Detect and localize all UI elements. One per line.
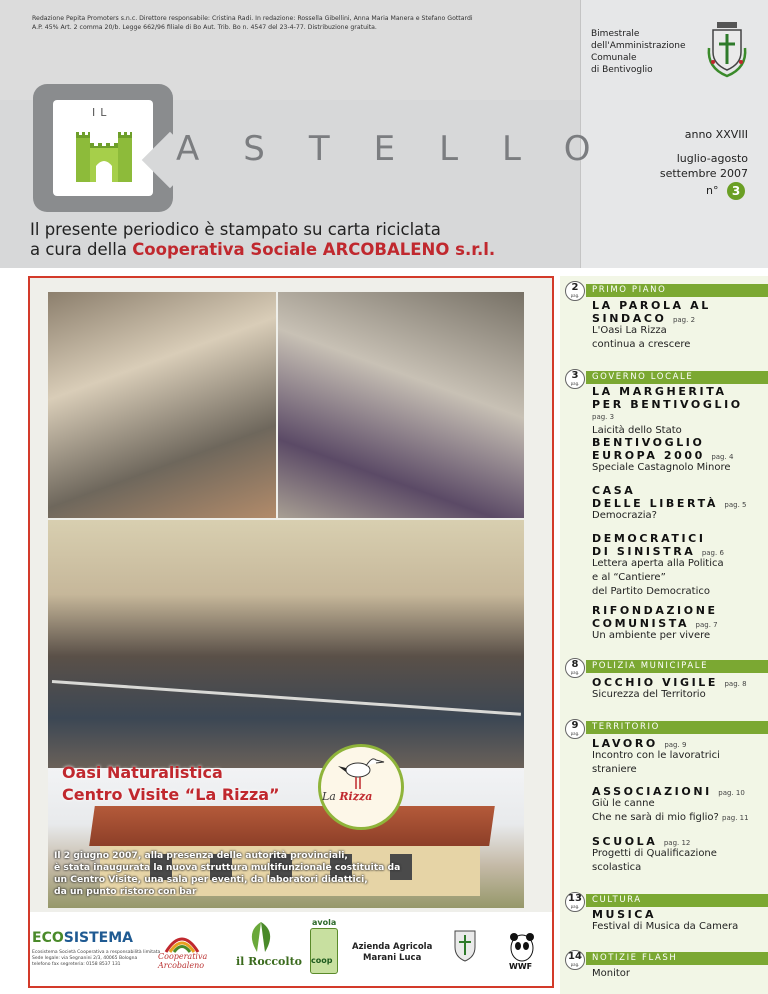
section-page-badge: 9 pag. — [565, 719, 585, 739]
issue-number-badge: 3 — [727, 182, 745, 200]
wwf-panda-icon — [508, 930, 536, 964]
article-summary: Sicurezza del Territorio — [592, 689, 706, 700]
article-page: pag. 3 — [592, 413, 615, 421]
article-page: pag. 2 — [672, 316, 696, 324]
ecosistema-logo — [32, 930, 133, 946]
ecosistema-details — [32, 950, 161, 968]
article-heading: EUROPA 2000 pag. 4 — [592, 449, 734, 462]
section-page-badge: 8 pag. — [565, 658, 585, 678]
ecosistema-eco: ECO — [32, 930, 64, 946]
magazine-wordmark: ASTELLO — [176, 129, 635, 169]
section-title: CULTURA — [592, 895, 642, 905]
wwf-logo-text: WWF — [509, 962, 533, 971]
article-heading: DELLE LIBERTÀ pag. 5 — [592, 497, 747, 510]
editorial-credits-line: Redazione Pepita Promoters s.n.c. Direttore responsabile: Cristina Radi. In redazione: Rossella Gibellini, Anna Maria Manera e Stefano Gottardi — [32, 15, 473, 22]
section-title: GOVERNO LOCALE — [592, 372, 694, 382]
coop-logo — [310, 928, 338, 974]
article-heading: COMUNISTA pag. 7 — [592, 617, 718, 630]
roccolto-logo-text: il Roccolto — [236, 955, 302, 968]
cover-headline-line: Centro Visite “La Rizza” — [62, 785, 280, 804]
la-rizza-rizza: Rizza — [339, 790, 373, 803]
arcobaleno-logo-line: Cooperativa — [158, 952, 208, 961]
article-heading: OCCHIO VIGILE pag. 8 — [592, 676, 747, 689]
article-summary: L'Oasi La Rizza continua a crescere — [592, 325, 691, 350]
publisher-info-line: dell'Amministrazione — [591, 41, 686, 51]
issue-period — [660, 151, 748, 181]
issue-year: anno XXVIII — [684, 128, 748, 141]
section-page-badge: 14 pag. — [565, 950, 585, 970]
article-heading: CASA — [592, 484, 636, 497]
article-heading: ASSOCIAZIONI pag. 10 — [592, 785, 745, 798]
ecosistema-detail-line: Ecosistema Società Cooperativa a responsabilità limitata — [32, 950, 161, 955]
section-title: NOTIZIE FLASH — [592, 953, 678, 963]
editorial-credits — [32, 14, 552, 32]
photo-ribbon-cutting — [48, 520, 524, 768]
article-page: pag. 8 — [724, 680, 747, 688]
article-summary: pag. 3 Laicità dello Stato — [592, 410, 682, 438]
section-page-badge: 3 pag. — [565, 369, 585, 389]
article-summary: Monitor — [592, 968, 631, 979]
cover-caption-line: è stata inaugurata la nuova struttura multifunzionale costituita da — [54, 862, 401, 873]
issue-number-label: n° — [706, 184, 719, 197]
la-rizza-la: La — [322, 790, 336, 803]
article-heading: LA PAROLA AL — [592, 299, 711, 312]
la-rizza-logo-text — [322, 790, 372, 803]
article-summary: Speciale Castagnolo Minore — [592, 462, 731, 473]
recycled-paper-notice — [30, 220, 495, 260]
article-summary: Democrazia? — [592, 510, 657, 521]
publisher-info-line: Comunale — [591, 53, 637, 63]
cover-caption-line: Il 2 giugno 2007, alla presenza delle autorità provinciali, — [54, 850, 348, 861]
section-title: POLIZIA MUNICIPALE — [592, 661, 709, 671]
article-summary: Giù le canne Che ne sarà di mio figlio? pag. 11 — [592, 798, 749, 823]
article-heading: RIFONDAZIONE — [592, 604, 718, 617]
cover-headline — [62, 762, 280, 806]
marani-logo-text — [352, 942, 432, 964]
ecosistema-detail-line: Sede legale: via Segnanini 2/3, 40065 Bologna — [32, 956, 138, 961]
cover-caption-line: un Centro Visite, una sala per eventi, da laboratori didattici, — [54, 874, 368, 885]
section-page-badge: 2 pag. — [565, 281, 585, 301]
photo-audience-right — [278, 292, 524, 518]
article-summary: Incontro con le lavoratrici straniere — [592, 750, 720, 775]
article-heading: LAVORO pag. 9 — [592, 737, 687, 750]
pag-label: pag. — [570, 731, 580, 736]
article-summary: Lettera aperta alla Politica e al “Cantiere” del Partito Democratico — [592, 558, 724, 597]
article-page: pag. 6 — [701, 549, 724, 557]
cover-caption — [54, 850, 414, 898]
article-page: pag. 12 — [663, 839, 691, 847]
publisher-info-line: di Bentivoglio — [591, 65, 653, 75]
article-heading: SCUOLA pag. 12 — [592, 835, 691, 848]
article-page: pag. 7 — [695, 621, 718, 629]
cover-caption-line: da un punto ristoro con bar — [54, 886, 197, 897]
article-heading: PER BENTIVOGLIO — [592, 398, 743, 411]
publisher-info — [591, 28, 686, 76]
cover-headline-line: Oasi Naturalistica — [62, 763, 223, 782]
article-page: pag. 5 — [724, 501, 747, 509]
issue-period-line: luglio-agosto — [676, 152, 748, 165]
recycled-paper-line — [30, 240, 495, 260]
municipal-crest-small-icon — [450, 925, 480, 967]
pag-label: pag. — [570, 293, 580, 298]
recycled-paper-line: Il presente periodico è stampato su carta riciclata — [30, 220, 441, 239]
article-page: pag. 10 — [718, 789, 745, 797]
article-heading: SINDACO pag. 2 — [592, 312, 696, 325]
building-roof — [89, 806, 495, 846]
article-page: pag. 11 — [722, 814, 749, 822]
section-title: TERRITORIO — [592, 722, 660, 732]
pag-label: pag. — [570, 904, 580, 909]
issue-period-line: settembre 2007 — [659, 167, 748, 180]
cooperative-name: Cooperativa Sociale ARCOBALENO s.r.l. — [132, 240, 496, 259]
article-page: pag. 9 — [664, 741, 687, 749]
article-heading: MUSICA — [592, 908, 657, 921]
article-summary: Un ambiente per vivere — [592, 630, 711, 641]
stork-icon — [336, 752, 386, 790]
arcobaleno-logo-text — [158, 952, 207, 970]
section-page-badge: 13 pag. — [565, 892, 585, 912]
castle-logo-icon — [72, 122, 136, 184]
ecosistema-detail-line: telefono fax segreteria: 0158 8537 131 — [32, 962, 121, 967]
article-heading: LA MARGHERITA — [592, 385, 727, 398]
article-page: pag. 4 — [711, 453, 734, 461]
article-summary: Festival di Musica da Camera — [592, 921, 739, 932]
arcobaleno-logo-line: Arcobaleno — [158, 961, 205, 970]
logo-il: IL — [92, 106, 112, 119]
photo-audience-left — [48, 292, 276, 518]
pag-label: pag. — [570, 962, 580, 967]
marani-logo-line: Azienda Agricola — [352, 942, 433, 952]
article-heading: DEMOCRATICI — [592, 532, 706, 545]
article-summary: Progetti di Qualificazione scolastica — [592, 848, 717, 873]
municipal-crest-icon — [703, 18, 751, 80]
section-title: PRIMO PIANO — [592, 285, 667, 295]
postal-info-line: A.P. 45% Art. 2 comma 20/b. Legge 662/96 filiale di Bo Aut. Trib. Bo n. 4547 del 23-4-77. Distribuzione gratuita. — [32, 24, 377, 31]
publisher-info-line: Bimestrale — [591, 29, 640, 39]
article-heading: BENTIVOGLIO — [592, 436, 705, 449]
recycled-paper-prefix: a cura della — [30, 240, 133, 259]
pag-label: pag. — [570, 670, 580, 675]
avola-label: avola — [312, 918, 337, 927]
coop-logo-text: coop — [311, 956, 333, 965]
pag-label: pag. — [570, 381, 580, 386]
marani-logo-line: Marani Luca — [363, 953, 422, 963]
ecosistema-rest: SISTEMA — [63, 930, 134, 946]
article-heading: DI SINISTRA pag. 6 — [592, 545, 724, 558]
